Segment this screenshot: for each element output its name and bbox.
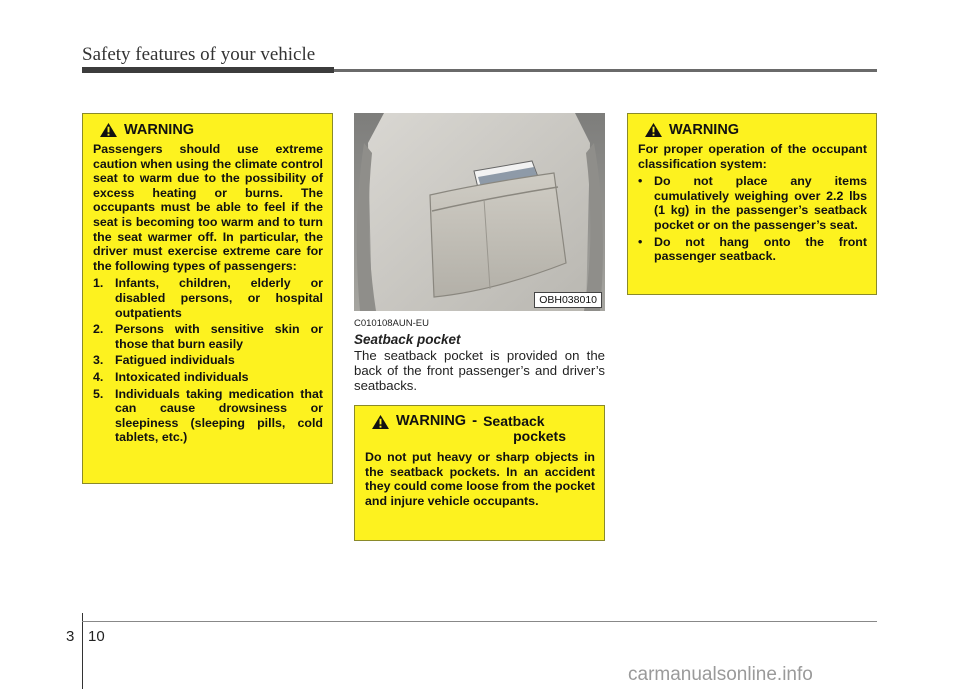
warning-header bbox=[365, 414, 595, 444]
subtitle-line-2: pockets bbox=[513, 428, 567, 444]
title-dash: - bbox=[472, 412, 478, 429]
warning-intro: Passengers should use extreme caution when using the climate control seat to warm due to the possibility of excess heating or burns. The occupants must be able to feel if the seat is becoming too warm and to turn the seat warmer off. In particular, the driver must exercise extreme care for the following types of passengers: bbox=[93, 142, 323, 273]
warning-intro: For proper operation of the occupant classification system: bbox=[638, 142, 867, 171]
list-item bbox=[93, 353, 323, 368]
header-rule-accent bbox=[82, 67, 334, 73]
list-number: 4. bbox=[93, 369, 104, 384]
page-chapter-number: 3 bbox=[66, 628, 75, 645]
list-text: Do not hang onto the front passenger seatback. bbox=[654, 234, 867, 264]
seatback-illustration bbox=[354, 113, 605, 311]
seatback-pocket-photo bbox=[354, 113, 605, 311]
list-item bbox=[93, 322, 323, 351]
list-text: Infants, children, elderly or disabled persons, or hospital outpatients bbox=[115, 276, 323, 320]
page-header-title: Safety features of your vehicle bbox=[82, 44, 316, 65]
list-item bbox=[93, 370, 323, 385]
warning-title: WARNING bbox=[669, 121, 740, 138]
list-item bbox=[638, 174, 867, 232]
list-text: Intoxicated individuals bbox=[115, 369, 249, 384]
list-number: 1. bbox=[93, 276, 104, 291]
list-item bbox=[638, 235, 867, 264]
warning-title: WARNING bbox=[124, 121, 195, 138]
warning-box-climate-seat bbox=[82, 113, 333, 484]
section-code: C010108AUN-EU bbox=[354, 318, 429, 329]
footer-horizontal-rule bbox=[82, 621, 877, 622]
warning-triangle-icon bbox=[371, 414, 390, 430]
list-item bbox=[93, 276, 323, 320]
warning-header bbox=[93, 122, 323, 138]
list-text: Fatigued individuals bbox=[115, 353, 235, 368]
warning-box-occupant-classification bbox=[627, 113, 877, 295]
section-title: Seatback pocket bbox=[354, 332, 461, 347]
warning-header bbox=[638, 122, 867, 138]
photo-reference-label: OBH038010 bbox=[534, 292, 602, 308]
list-text: Persons with sensitive skin or those that burn easily bbox=[115, 322, 323, 351]
warning-subtitle bbox=[483, 414, 566, 444]
warning-triangle-icon bbox=[99, 122, 118, 138]
list-item bbox=[93, 387, 323, 445]
section-body: The seatback pocket is provided on the back of the front passenger’s and driver’s seatbacks. bbox=[354, 348, 605, 394]
watermark-text: carmanualsonline.info bbox=[628, 664, 813, 685]
passenger-type-list bbox=[93, 276, 323, 445]
list-text: Do not place any items cumulatively weighing over 2.2 lbs (1 kg) in the passenger’s seatback pocket or on the passenger’s seat. bbox=[654, 174, 867, 232]
footer-vertical-rule bbox=[82, 613, 83, 689]
warning-text: Do not put heavy or sharp objects in the seatback pockets. In an accident they could come loose from the pocket and injure vehicle occupants. bbox=[365, 450, 595, 508]
warning-triangle-icon bbox=[644, 122, 663, 138]
list-bullet: • bbox=[638, 174, 643, 189]
subtitle-line-1: Seatback bbox=[483, 413, 545, 429]
warning-box-seatback-pockets bbox=[354, 405, 605, 541]
list-bullet: • bbox=[638, 234, 643, 249]
list-text: Individuals taking medication that can cause drowsiness or sleepiness (sleeping pills, cold tablets, etc.) bbox=[115, 386, 323, 445]
list-number: 2. bbox=[93, 322, 104, 337]
list-number: 5. bbox=[93, 386, 104, 401]
warning-title: WARNING bbox=[396, 413, 467, 429]
occupant-rule-list bbox=[638, 174, 867, 264]
list-number: 3. bbox=[93, 353, 104, 368]
page-number: 10 bbox=[88, 628, 105, 645]
